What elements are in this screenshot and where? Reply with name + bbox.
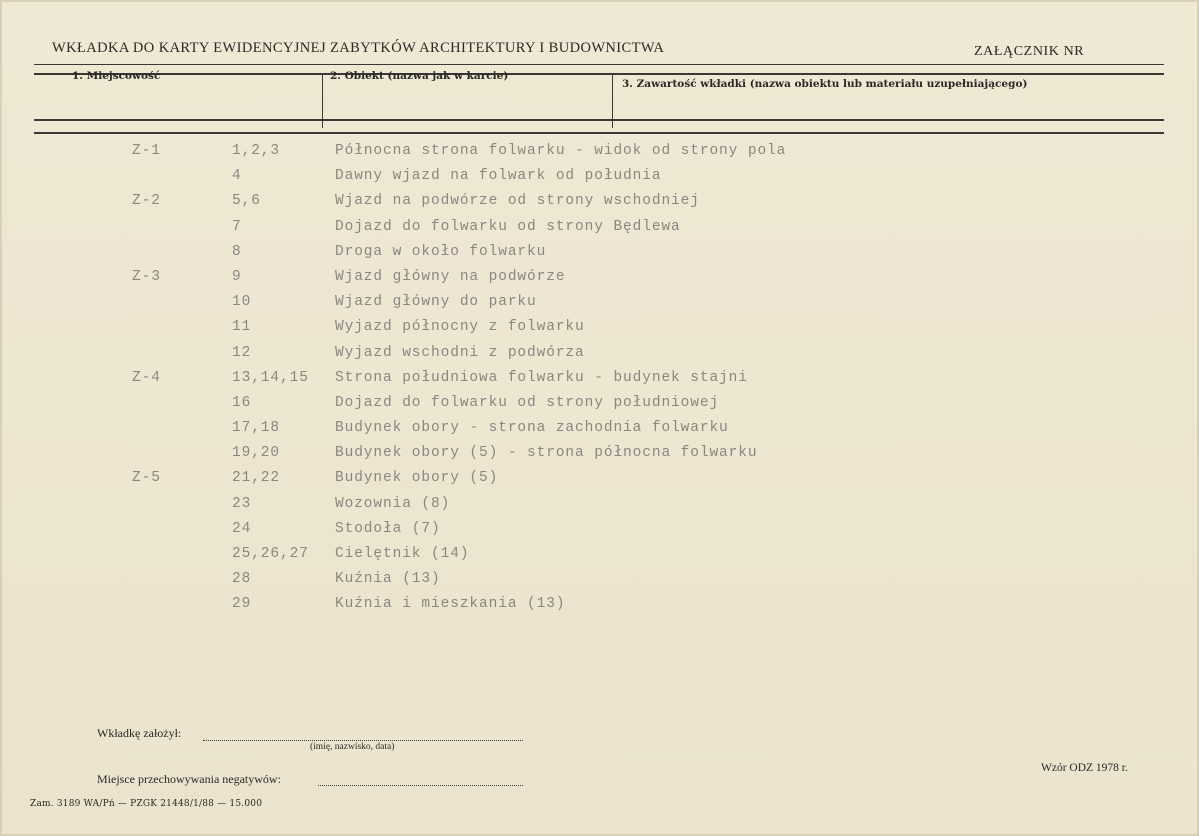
row-description: Droga w około folwarku	[335, 243, 547, 260]
row-photo-numbers: 12	[232, 344, 252, 361]
print-imprint: Zam. 3189 WA/Pń — PZGK 21448/1/88 — 15.000	[30, 799, 263, 809]
row-group: Z-1	[132, 143, 161, 159]
row-description: Wjazd główny na podwórze	[335, 268, 566, 285]
table-row	[0, 244, 1199, 269]
column-header-contents: 3. Zawartość wkładki (nazwa obiektu lub materiału uzupełniającego)	[622, 78, 1028, 90]
row-group: Z-2	[132, 193, 161, 210]
table-row	[0, 546, 1199, 571]
row-description: Wozownia (8)	[335, 495, 451, 512]
row-photo-numbers: 19,20	[232, 445, 281, 462]
row-description: Wyjazd wschodni z podwórza	[335, 344, 585, 361]
founder-label: Wkładkę założył:	[97, 726, 182, 740]
row-description: Dawny wjazd na folwark od południa	[335, 168, 662, 185]
table-row	[0, 395, 1199, 420]
row-description: Wjazd na podwórze od strony wschodniej	[335, 193, 700, 210]
row-photo-numbers: 7	[232, 218, 242, 235]
row-photo-numbers: 23	[232, 495, 252, 512]
table-row	[0, 370, 1199, 395]
row-photo-numbers: 9	[232, 268, 242, 285]
form-title: WKŁADKA DO KARTY EWIDENCYJNEJ ZABYTKÓW ARCHITEKTURY I BUDOWNICTWA	[52, 40, 665, 56]
column-divider-1	[322, 73, 323, 128]
header-rule-bottom	[34, 119, 1164, 121]
table-row	[0, 168, 1199, 193]
table-row	[0, 193, 1199, 218]
founder-field[interactable]	[203, 739, 523, 741]
row-description: Dojazd do folwarku od strony południowej	[335, 394, 720, 411]
table-row	[0, 496, 1199, 521]
row-photo-numbers: 8	[232, 243, 242, 260]
row-description: Kuźnia (13)	[335, 571, 441, 588]
column-header-object: 2. Obiekt (nazwa jak w karcie)	[330, 70, 509, 82]
row-group: Z-4	[132, 369, 161, 386]
row-description: Stodoła (7)	[335, 520, 441, 537]
table-row	[0, 445, 1199, 470]
row-photo-numbers: 24	[232, 520, 252, 537]
row-photo-numbers: 4	[232, 168, 242, 185]
founder-field-hint: (imię, nazwisko, data)	[310, 742, 395, 752]
row-description: Strona południowa folwarku - budynek stajni	[335, 369, 748, 386]
row-description: Wjazd główny do parku	[335, 294, 537, 311]
table-row	[0, 596, 1199, 621]
row-description: Północna strona folwarku - widok od strony pola	[335, 143, 787, 159]
table-row	[0, 294, 1199, 319]
entries-list	[0, 143, 1199, 622]
table-row	[0, 319, 1199, 344]
row-photo-numbers: 10	[232, 294, 252, 311]
table-row	[0, 470, 1199, 495]
row-description: Cielętnik (14)	[335, 546, 470, 562]
row-photo-numbers: 17,18	[232, 420, 281, 437]
table-row	[0, 269, 1199, 294]
storage-label: Miejsce przechowywania negatywów:	[97, 772, 281, 786]
table-row	[0, 143, 1199, 168]
row-photo-numbers: 21,22	[232, 470, 281, 487]
row-photo-numbers: 13,14,15	[232, 369, 309, 386]
column-header-locality: 1. Miejscowość	[72, 70, 161, 82]
annex-label: ZAŁĄCZNIK NR	[974, 44, 1085, 59]
table-row	[0, 420, 1199, 445]
table-row	[0, 521, 1199, 546]
header-rule-top	[34, 64, 1164, 65]
row-photo-numbers: 28	[232, 571, 252, 588]
row-description: Budynek obory - strona zachodnia folwarku	[335, 420, 729, 437]
row-description: Budynek obory (5) - strona północna folwarku	[335, 445, 758, 462]
row-photo-numbers: 16	[232, 394, 252, 411]
row-description: Budynek obory (5)	[335, 470, 499, 487]
header-rule-top-thick	[34, 73, 1164, 75]
row-description: Dojazd do folwarku od strony Będlewa	[335, 218, 681, 235]
header-rule-bottom-thick	[34, 132, 1164, 134]
row-description: Wyjazd północny z folwarku	[335, 319, 585, 336]
storage-field[interactable]	[318, 784, 523, 786]
pattern-label: Wzór ODZ 1978 r.	[1041, 762, 1128, 774]
column-divider-2	[612, 73, 613, 128]
row-photo-numbers: 11	[232, 319, 252, 336]
row-description: Kuźnia i mieszkania (13)	[335, 596, 566, 613]
row-photo-numbers: 5,6	[232, 193, 261, 210]
table-row	[0, 571, 1199, 596]
row-group: Z-3	[132, 268, 161, 285]
table-row	[0, 219, 1199, 244]
table-row	[0, 345, 1199, 370]
row-photo-numbers: 1,2,3	[232, 143, 281, 159]
row-photo-numbers: 29	[232, 596, 252, 613]
row-photo-numbers: 25,26,27	[232, 546, 309, 562]
row-group: Z-5	[132, 470, 161, 487]
